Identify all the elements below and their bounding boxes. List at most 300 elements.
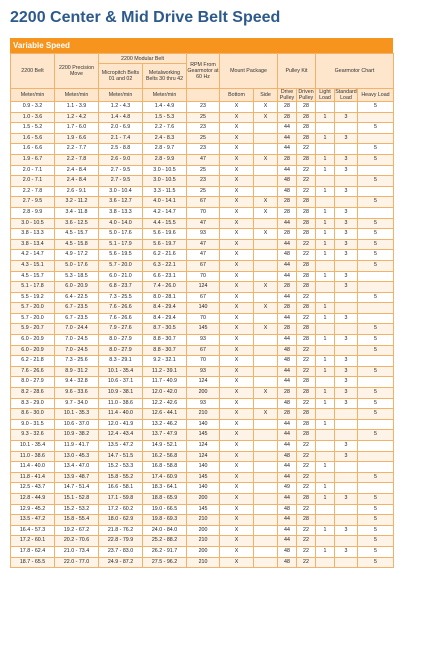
cell-mount-side xyxy=(254,483,278,494)
cell-standard-load: 3 xyxy=(335,165,358,176)
cell-precision-move-speed: 4.5 - 15.8 xyxy=(55,239,99,250)
cell-driven-pulley: 28 xyxy=(297,515,316,526)
cell-belt-speed: 17.2 - 60.1 xyxy=(11,536,55,547)
cell-metalworking-speed: 1.5 - 5.3 xyxy=(143,112,187,123)
cell-micropitch-speed: 7.3 - 25.5 xyxy=(99,292,143,303)
cell-light-load xyxy=(316,441,335,452)
cell-standard-load: 3 xyxy=(335,282,358,293)
cell-standard-load xyxy=(335,102,358,113)
cell-micropitch-speed: 10.9 - 38.1 xyxy=(99,388,143,399)
table-row xyxy=(11,186,394,197)
cell-mount-bottom: X xyxy=(220,102,254,113)
cell-drive-pulley: 28 xyxy=(278,324,297,335)
cell-light-load: 1 xyxy=(316,366,335,377)
cell-heavy-load: 5 xyxy=(358,472,394,483)
cell-rpm: 25 xyxy=(187,165,220,176)
cell-metalworking-speed: 1.4 - 4.9 xyxy=(143,102,187,113)
cell-mount-bottom: X xyxy=(220,123,254,134)
cell-rpm: 23 xyxy=(187,176,220,187)
cell-rpm: 140 xyxy=(187,483,220,494)
table-row xyxy=(11,345,394,356)
cell-light-load xyxy=(316,345,335,356)
cell-metalworking-speed: 7.4 - 26.0 xyxy=(143,282,187,293)
table-row xyxy=(11,176,394,187)
cell-micropitch-speed: 10.6 - 37.1 xyxy=(99,377,143,388)
cell-precision-move-speed: 2.4 - 8.4 xyxy=(55,165,99,176)
cell-drive-pulley: 44 xyxy=(278,133,297,144)
cell-metalworking-speed: 4.0 - 14.1 xyxy=(143,197,187,208)
cell-metalworking-speed: 3.0 - 10.5 xyxy=(143,176,187,187)
table-row xyxy=(11,239,394,250)
cell-standard-load: 3 xyxy=(335,207,358,218)
cell-micropitch-speed: 3.8 - 13.3 xyxy=(99,207,143,218)
cell-mount-side: X xyxy=(254,112,278,123)
cell-mount-bottom: X xyxy=(220,133,254,144)
table-row xyxy=(11,102,394,113)
cell-rpm: 70 xyxy=(187,271,220,282)
cell-mount-bottom: X xyxy=(220,546,254,557)
cell-light-load xyxy=(316,430,335,441)
cell-mount-side: X xyxy=(254,388,278,399)
cell-metalworking-speed: 13.2 - 46.2 xyxy=(143,419,187,430)
cell-heavy-load: 5 xyxy=(358,123,394,134)
cell-micropitch-speed: 3.6 - 12.7 xyxy=(99,197,143,208)
cell-drive-pulley: 44 xyxy=(278,472,297,483)
cell-mount-side: X xyxy=(254,303,278,314)
cell-mount-bottom: X xyxy=(220,260,254,271)
cell-precision-move-speed: 7.0 - 24.4 xyxy=(55,324,99,335)
cell-rpm: 140 xyxy=(187,462,220,473)
cell-micropitch-speed: 21.8 - 76.2 xyxy=(99,525,143,536)
cell-light-load xyxy=(316,282,335,293)
cell-mount-side xyxy=(254,260,278,271)
cell-mount-bottom: X xyxy=(220,282,254,293)
cell-belt-speed: 5.7 - 20.0 xyxy=(11,313,55,324)
cell-mount-side xyxy=(254,462,278,473)
cell-mount-bottom: X xyxy=(220,472,254,483)
cell-heavy-load xyxy=(358,483,394,494)
cell-micropitch-speed: 2.7 - 9.5 xyxy=(99,165,143,176)
cell-precision-move-speed: 4.5 - 15.7 xyxy=(55,229,99,240)
cell-driven-pulley: 28 xyxy=(297,419,316,430)
cell-driven-pulley: 22 xyxy=(297,441,316,452)
cell-micropitch-speed: 5.1 - 17.9 xyxy=(99,239,143,250)
cell-mount-bottom: X xyxy=(220,144,254,155)
cell-mount-side xyxy=(254,123,278,134)
cell-light-load: 1 xyxy=(316,207,335,218)
cell-precision-move-speed: 7.0 - 24.5 xyxy=(55,345,99,356)
cell-standard-load xyxy=(335,292,358,303)
cell-metalworking-speed: 2.2 - 7.6 xyxy=(143,123,187,134)
cell-rpm: 93 xyxy=(187,366,220,377)
cell-mount-side xyxy=(254,366,278,377)
header-standard-load: Standard Load xyxy=(335,89,357,101)
cell-standard-load: 3 xyxy=(335,451,358,462)
unit-label: Meter/min xyxy=(99,89,143,102)
cell-mount-bottom: X xyxy=(220,154,254,165)
cell-light-load: 1 xyxy=(316,546,335,557)
cell-metalworking-speed: 12.6 - 44.1 xyxy=(143,409,187,420)
cell-metalworking-speed: 27.5 - 96.2 xyxy=(143,557,187,568)
cell-drive-pulley: 44 xyxy=(278,430,297,441)
cell-metalworking-speed: 25.2 - 88.2 xyxy=(143,536,187,547)
cell-driven-pulley: 22 xyxy=(297,292,316,303)
cell-standard-load: 3 xyxy=(335,388,358,399)
table-row xyxy=(11,398,394,409)
cell-drive-pulley: 44 xyxy=(278,313,297,324)
cell-micropitch-speed: 2.5 - 8.8 xyxy=(99,144,143,155)
cell-driven-pulley: 28 xyxy=(297,133,316,144)
header-micropitch: Micropitch Belts 01 and 02 xyxy=(99,64,143,89)
cell-precision-move-speed: 4.9 - 17.2 xyxy=(55,250,99,261)
cell-mount-side: X xyxy=(254,324,278,335)
cell-metalworking-speed: 6.6 - 23.1 xyxy=(143,271,187,282)
cell-mount-side xyxy=(254,292,278,303)
cell-belt-speed: 1.6 - 6.6 xyxy=(11,144,55,155)
cell-driven-pulley: 22 xyxy=(297,483,316,494)
cell-standard-load: 3 xyxy=(335,335,358,346)
cell-belt-speed: 1.9 - 6.7 xyxy=(11,154,55,165)
cell-mount-side xyxy=(254,377,278,388)
cell-precision-move-speed: 7.0 - 24.5 xyxy=(55,335,99,346)
cell-standard-load: 3 xyxy=(335,493,358,504)
cell-rpm: 210 xyxy=(187,515,220,526)
cell-metalworking-speed: 13.7 - 47.9 xyxy=(143,430,187,441)
cell-micropitch-speed: 23.7 - 83.0 xyxy=(99,546,143,557)
cell-belt-speed: 13.5 - 47.2 xyxy=(11,515,55,526)
cell-standard-load xyxy=(335,123,358,134)
cell-heavy-load xyxy=(358,133,394,144)
cell-standard-load: 3 xyxy=(335,377,358,388)
cell-belt-speed: 16.4 - 57.3 xyxy=(11,525,55,536)
table-row xyxy=(11,292,394,303)
cell-standard-load xyxy=(335,176,358,187)
cell-micropitch-speed: 16.6 - 58.1 xyxy=(99,483,143,494)
cell-standard-load xyxy=(335,557,358,568)
cell-mount-side xyxy=(254,313,278,324)
cell-drive-pulley: 44 xyxy=(278,292,297,303)
cell-precision-move-speed: 19.2 - 67.2 xyxy=(55,525,99,536)
cell-rpm: 25 xyxy=(187,133,220,144)
cell-precision-move-speed: 6.7 - 23.5 xyxy=(55,313,99,324)
cell-drive-pulley: 44 xyxy=(278,515,297,526)
cell-driven-pulley: 28 xyxy=(297,271,316,282)
cell-belt-speed: 12.9 - 45.2 xyxy=(11,504,55,515)
cell-belt-speed: 4.3 - 15.1 xyxy=(11,260,55,271)
cell-mount-bottom: X xyxy=(220,335,254,346)
cell-metalworking-speed: 12.2 - 42.6 xyxy=(143,398,187,409)
header-precision-move: 2200 Precision Move xyxy=(55,54,99,89)
cell-heavy-load: 5 xyxy=(358,324,394,335)
cell-driven-pulley: 22 xyxy=(297,313,316,324)
table-row xyxy=(11,557,394,568)
table-row xyxy=(11,133,394,144)
table-row xyxy=(11,197,394,208)
cell-heavy-load: 5 xyxy=(358,229,394,240)
cell-precision-move-speed: 5.3 - 18.5 xyxy=(55,271,99,282)
cell-standard-load: 3 xyxy=(335,229,358,240)
cell-metalworking-speed: 2.4 - 8.3 xyxy=(143,133,187,144)
cell-light-load xyxy=(316,102,335,113)
cell-heavy-load: 5 xyxy=(358,493,394,504)
cell-driven-pulley: 22 xyxy=(297,186,316,197)
cell-heavy-load: 5 xyxy=(358,154,394,165)
cell-mount-side: X xyxy=(254,197,278,208)
table-row xyxy=(11,409,394,420)
cell-heavy-load: 5 xyxy=(358,239,394,250)
cell-metalworking-speed: 19.8 - 69.3 xyxy=(143,515,187,526)
cell-mount-side: X xyxy=(254,409,278,420)
cell-metalworking-speed: 6.3 - 22.1 xyxy=(143,260,187,271)
cell-mount-side xyxy=(254,451,278,462)
cell-micropitch-speed: 17.2 - 60.2 xyxy=(99,504,143,515)
cell-driven-pulley: 28 xyxy=(297,335,316,346)
cell-metalworking-speed: 6.2 - 21.6 xyxy=(143,250,187,261)
cell-metalworking-speed: 4.2 - 14.7 xyxy=(143,207,187,218)
cell-mount-bottom: X xyxy=(220,377,254,388)
cell-heavy-load: 5 xyxy=(358,525,394,536)
table-row xyxy=(11,154,394,165)
cell-standard-load: 3 xyxy=(335,366,358,377)
cell-precision-move-speed: 20.2 - 70.6 xyxy=(55,536,99,547)
cell-mount-side: X xyxy=(254,102,278,113)
cell-light-load: 1 xyxy=(316,483,335,494)
cell-micropitch-speed: 3.0 - 10.4 xyxy=(99,186,143,197)
cell-mount-bottom: X xyxy=(220,271,254,282)
table-row xyxy=(11,313,394,324)
cell-heavy-load: 5 xyxy=(358,345,394,356)
cell-mount-bottom: X xyxy=(220,239,254,250)
cell-driven-pulley: 22 xyxy=(297,356,316,367)
cell-drive-pulley: 44 xyxy=(278,123,297,134)
cell-standard-load: 3 xyxy=(335,356,358,367)
cell-rpm: 70 xyxy=(187,356,220,367)
cell-rpm: 200 xyxy=(187,388,220,399)
cell-belt-speed: 2.0 - 7.1 xyxy=(11,165,55,176)
cell-driven-pulley: 22 xyxy=(297,144,316,155)
cell-driven-pulley: 22 xyxy=(297,239,316,250)
table-row xyxy=(11,388,394,399)
cell-standard-load xyxy=(335,504,358,515)
cell-micropitch-speed: 8.0 - 27.9 xyxy=(99,345,143,356)
cell-drive-pulley: 44 xyxy=(278,419,297,430)
cell-micropitch-speed: 2.7 - 9.5 xyxy=(99,176,143,187)
cell-precision-move-speed: 3.6 - 12.5 xyxy=(55,218,99,229)
cell-mount-side xyxy=(254,250,278,261)
cell-mount-bottom: X xyxy=(220,112,254,123)
cell-drive-pulley: 44 xyxy=(278,366,297,377)
cell-mount-side xyxy=(254,345,278,356)
cell-mount-side xyxy=(254,186,278,197)
cell-heavy-load: 5 xyxy=(358,250,394,261)
cell-belt-speed: 12.5 - 43.7 xyxy=(11,483,55,494)
cell-drive-pulley: 49 xyxy=(278,483,297,494)
cell-metalworking-speed: 8.7 - 30.5 xyxy=(143,324,187,335)
cell-mount-side xyxy=(254,536,278,547)
cell-driven-pulley: 22 xyxy=(297,366,316,377)
cell-belt-speed: 6.0 - 20.9 xyxy=(11,345,55,356)
cell-mount-bottom: X xyxy=(220,462,254,473)
cell-belt-speed: 10.1 - 35.4 xyxy=(11,441,55,452)
cell-belt-speed: 11.8 - 41.4 xyxy=(11,472,55,483)
cell-drive-pulley: 44 xyxy=(278,377,297,388)
cell-light-load: 1 xyxy=(316,493,335,504)
rpm-blank xyxy=(187,89,220,102)
cell-precision-move-speed: 10.6 - 37.0 xyxy=(55,419,99,430)
cell-mount-bottom: X xyxy=(220,303,254,314)
cell-mount-bottom: X xyxy=(220,176,254,187)
cell-mount-side: X xyxy=(254,154,278,165)
cell-light-load: 1 xyxy=(316,419,335,430)
cell-mount-side xyxy=(254,133,278,144)
unit-label: Meter/min xyxy=(143,89,187,102)
cell-precision-move-speed: 9.6 - 33.6 xyxy=(55,388,99,399)
cell-light-load: 1 xyxy=(316,133,335,144)
cell-micropitch-speed: 18.0 - 62.9 xyxy=(99,515,143,526)
cell-micropitch-speed: 2.6 - 9.0 xyxy=(99,154,143,165)
cell-rpm: 145 xyxy=(187,324,220,335)
cell-light-load xyxy=(316,324,335,335)
cell-light-load: 1 xyxy=(316,186,335,197)
cell-mount-side xyxy=(254,335,278,346)
cell-micropitch-speed: 5.7 - 20.0 xyxy=(99,260,143,271)
header-side: Side xyxy=(254,89,278,102)
cell-rpm: 67 xyxy=(187,345,220,356)
table-row xyxy=(11,260,394,271)
cell-rpm: 124 xyxy=(187,441,220,452)
cell-mount-bottom: X xyxy=(220,493,254,504)
cell-precision-move-speed: 15.2 - 53.2 xyxy=(55,504,99,515)
cell-mount-side xyxy=(254,525,278,536)
cell-micropitch-speed: 5.6 - 19.5 xyxy=(99,250,143,261)
cell-micropitch-speed: 22.8 - 79.9 xyxy=(99,536,143,547)
cell-precision-move-speed: 1.9 - 6.6 xyxy=(55,133,99,144)
cell-belt-speed: 3.8 - 13.3 xyxy=(11,229,55,240)
cell-belt-speed: 0.9 - 3.2 xyxy=(11,102,55,113)
cell-mount-side: X xyxy=(254,229,278,240)
cell-standard-load xyxy=(335,345,358,356)
cell-micropitch-speed: 5.0 - 17.6 xyxy=(99,229,143,240)
cell-heavy-load: 5 xyxy=(358,176,394,187)
table-row xyxy=(11,493,394,504)
cell-drive-pulley: 44 xyxy=(278,536,297,547)
cell-rpm: 210 xyxy=(187,536,220,547)
cell-driven-pulley: 28 xyxy=(297,260,316,271)
cell-rpm: 23 xyxy=(187,102,220,113)
table-row xyxy=(11,504,394,515)
cell-metalworking-speed: 11.7 - 40.9 xyxy=(143,377,187,388)
cell-mount-side xyxy=(254,441,278,452)
cell-metalworking-speed: 8.4 - 29.4 xyxy=(143,303,187,314)
cell-light-load: 1 xyxy=(316,313,335,324)
cell-rpm: 140 xyxy=(187,303,220,314)
table-row xyxy=(11,546,394,557)
cell-rpm: 70 xyxy=(187,207,220,218)
cell-belt-speed: 2.0 - 7.1 xyxy=(11,176,55,187)
cell-belt-speed: 12.8 - 44.9 xyxy=(11,493,55,504)
cell-driven-pulley: 22 xyxy=(297,525,316,536)
cell-belt-speed: 17.8 - 62.4 xyxy=(11,546,55,557)
cell-driven-pulley: 28 xyxy=(297,282,316,293)
cell-rpm: 67 xyxy=(187,260,220,271)
cell-standard-load xyxy=(335,462,358,473)
cell-driven-pulley: 28 xyxy=(297,324,316,335)
cell-drive-pulley: 48 xyxy=(278,504,297,515)
cell-light-load: 1 xyxy=(316,250,335,261)
cell-rpm: 93 xyxy=(187,335,220,346)
table-row xyxy=(11,123,394,134)
cell-mount-bottom: X xyxy=(220,218,254,229)
cell-precision-move-speed: 22.0 - 77.0 xyxy=(55,557,99,568)
cell-rpm: 124 xyxy=(187,451,220,462)
cell-belt-speed: 9.3 - 32.6 xyxy=(11,430,55,441)
cell-heavy-load: 5 xyxy=(358,197,394,208)
cell-mount-bottom: X xyxy=(220,398,254,409)
cell-light-load xyxy=(316,451,335,462)
cell-micropitch-speed: 6.0 - 21.0 xyxy=(99,271,143,282)
cell-light-load xyxy=(316,377,335,388)
table-row xyxy=(11,229,394,240)
cell-driven-pulley: 22 xyxy=(297,451,316,462)
cell-heavy-load: 5 xyxy=(358,218,394,229)
cell-drive-pulley: 44 xyxy=(278,335,297,346)
cell-driven-pulley: 28 xyxy=(297,303,316,314)
cell-heavy-load xyxy=(358,451,394,462)
cell-light-load: 1 xyxy=(316,462,335,473)
table-row xyxy=(11,356,394,367)
cell-light-load xyxy=(316,557,335,568)
cell-micropitch-speed: 11.0 - 38.6 xyxy=(99,398,143,409)
cell-mount-side xyxy=(254,144,278,155)
cell-light-load: 1 xyxy=(316,229,335,240)
table-row xyxy=(11,419,394,430)
cell-mount-side xyxy=(254,176,278,187)
cell-light-load xyxy=(316,176,335,187)
cell-driven-pulley: 22 xyxy=(297,398,316,409)
cell-belt-speed: 1.0 - 3.6 xyxy=(11,112,55,123)
cell-mount-side xyxy=(254,239,278,250)
cell-standard-load: 3 xyxy=(335,218,358,229)
cell-metalworking-speed: 8.8 - 30.7 xyxy=(143,335,187,346)
table-row xyxy=(11,483,394,494)
cell-precision-move-speed: 1.7 - 6.0 xyxy=(55,123,99,134)
table-row xyxy=(11,451,394,462)
cell-belt-speed: 5.7 - 20.0 xyxy=(11,303,55,314)
cell-belt-speed: 8.2 - 28.6 xyxy=(11,388,55,399)
cell-micropitch-speed: 7.6 - 26.6 xyxy=(99,313,143,324)
cell-heavy-load xyxy=(358,462,394,473)
cell-metalworking-speed: 5.6 - 19.6 xyxy=(143,229,187,240)
cell-precision-move-speed: 15.1 - 52.8 xyxy=(55,493,99,504)
cell-standard-load xyxy=(335,409,358,420)
table-body xyxy=(11,102,394,568)
cell-drive-pulley: 28 xyxy=(278,154,297,165)
cell-drive-pulley: 28 xyxy=(278,388,297,399)
cell-heavy-load: 5 xyxy=(358,260,394,271)
cell-precision-move-speed: 11.9 - 41.7 xyxy=(55,441,99,452)
cell-drive-pulley: 48 xyxy=(278,186,297,197)
cell-driven-pulley: 22 xyxy=(297,176,316,187)
cell-micropitch-speed: 7.9 - 27.6 xyxy=(99,324,143,335)
cell-heavy-load xyxy=(358,313,394,324)
cell-rpm: 145 xyxy=(187,430,220,441)
cell-rpm: 25 xyxy=(187,112,220,123)
cell-light-load: 1 xyxy=(316,303,335,314)
cell-rpm: 200 xyxy=(187,525,220,536)
table-row xyxy=(11,472,394,483)
cell-driven-pulley: 28 xyxy=(297,112,316,123)
cell-heavy-load: 5 xyxy=(358,536,394,547)
